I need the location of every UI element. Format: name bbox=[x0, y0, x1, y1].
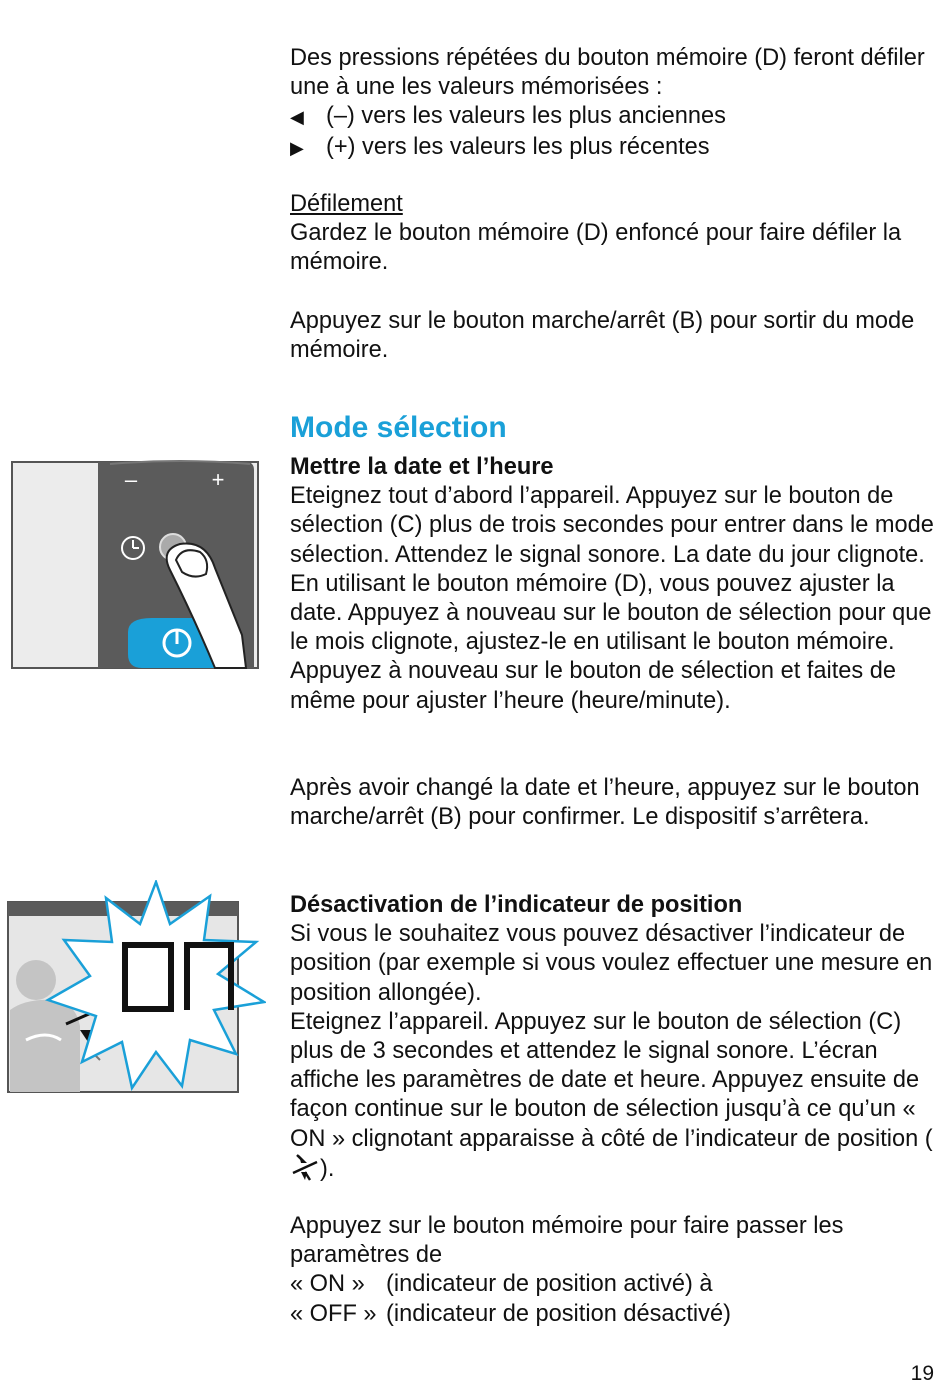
position-text-1: Si vous le souhaitez vous pouvez désactiver l’indicateur de position (par exemple si vous voulez effectuer une mesure en position allongée). bbox=[290, 921, 933, 1006]
minus-label bbox=[125, 467, 138, 492]
text-column bbox=[290, 44, 940, 163]
section-mode-selection bbox=[290, 410, 940, 446]
exit-block bbox=[290, 307, 940, 365]
option-row: « ON » (indicateur de position activé) à bbox=[290, 1271, 713, 1298]
intro-paragraph: Des pressions répétées du bouton mémoire (D) feront défiler une à une les valeurs mémorisées : bbox=[290, 45, 925, 101]
date-text: Eteignez tout d’abord l’appareil. Appuyez sur le bouton de sélection (C) plus de trois secondes pour entrer dans le mode sélection. Attendez le signal sonore. La date du jour clignote. En utilisant le bouton mémoire (D), vous pouvez ajuster la date. Appuyez à nouveau sur le bouton de sélection pour que le mois clignote, ajustez-le en utilisant le bouton mémoire. Appuyez à nouveau sur le bouton de sélection et faites de même pour ajuster l’heure (heure/minute). bbox=[290, 483, 934, 714]
position-block bbox=[290, 891, 940, 1190]
plus-label bbox=[212, 467, 225, 492]
exit-text: Appuyez sur le bouton marche/arrêt (B) pour sortir du mode mémoire. bbox=[290, 308, 915, 364]
illustration-on-display bbox=[6, 880, 266, 1095]
position-text-2: Eteignez l’appareil. Appuyez sur le bouton de sélection (C) plus de 3 secondes et attendez le signal sonore. L’écran affiche les paramètres de date et heure. Appuyez ensuite de façon continue sur le bouton de sélection jusqu’à ce qu’un « ON » clignotant apparaisse à côté de l’indicateur de position (). bbox=[290, 1008, 940, 1190]
scroll-block bbox=[290, 190, 940, 278]
list-item: ▶ (+) vers les valeurs les plus récentes bbox=[290, 133, 940, 163]
section-title: Mode sélection bbox=[290, 411, 507, 444]
svg-text:–: – bbox=[124, 467, 138, 492]
options-block bbox=[290, 1212, 940, 1329]
triangle-left-icon: ◀ bbox=[290, 107, 304, 128]
date-block bbox=[290, 453, 940, 716]
illustration-select-button bbox=[10, 460, 260, 670]
position-text-3: Appuyez sur le bouton mémoire pour faire passer les paramètres de bbox=[290, 1213, 844, 1269]
list-item: ◀ (–) vers les valeurs les plus anciennes bbox=[290, 102, 940, 132]
confirm-block bbox=[290, 774, 940, 832]
scroll-title: Défilement bbox=[290, 191, 403, 217]
option-row: « OFF » (indicateur de position désactivé) bbox=[290, 1300, 731, 1327]
position-indicator-icon bbox=[290, 1154, 320, 1190]
position-title: Désactivation de l’indicateur de position bbox=[290, 892, 743, 918]
scroll-text: Gardez le bouton mémoire (D) enfoncé pour faire défiler la mémoire. bbox=[290, 220, 902, 276]
page-number: 19 bbox=[910, 1362, 934, 1385]
date-title: Mettre la date et l’heure bbox=[290, 454, 554, 480]
date-confirm-text: Après avoir changé la date et l’heure, appuyez sur le bouton marche/arrêt (B) pour confirmer. Le dispositif s’arrêtera. bbox=[290, 775, 920, 831]
svg-text:+: + bbox=[211, 467, 225, 492]
triangle-right-icon: ▶ bbox=[290, 137, 304, 158]
